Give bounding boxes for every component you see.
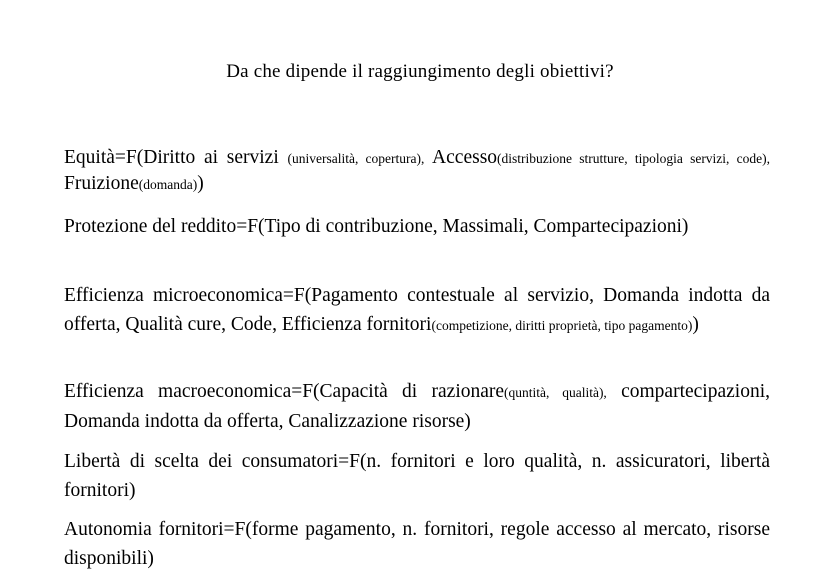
paragraph-autonomia-fornitori: Autonomia fornitori=F(forme pagamento, n. fornitori, regole accesso al mercato, risorse disponibili): [64, 519, 770, 569]
paragraph-equita-main: Equità=F(Diritto ai servizi: [64, 147, 279, 168]
paragraph-efficienza-macro-rest: compartecipazioni, Domanda indotta da offerta, Canalizzazione risorse): [64, 381, 770, 432]
paragraph-equita-fruizione: Fruizione: [64, 173, 139, 194]
paragraph-equita-note-1: (universalità, copertura),: [287, 151, 425, 166]
paragraph-efficienza-macro-note: (quntità, qualità),: [504, 385, 607, 400]
paragraph-efficienza-micro-main: Efficienza microeconomica=F(Pagamento contestuale al servizio, Domanda indotta da offerta, Qualità cure, Code, Efficienza fornitori: [64, 285, 770, 335]
paragraph-equita-access: Accesso: [424, 147, 498, 168]
paragraph-efficienza-micro: [64, 281, 770, 340]
paragraph-protezione-reddito: Protezione del reddito=F(Tipo di contribuzione, Massimali, Compartecipazioni): [64, 216, 689, 237]
paragraph-efficienza-micro-close: ): [692, 314, 699, 335]
paragraph-equita-note-3: (domanda): [138, 177, 198, 192]
paragraph-equita: [64, 145, 770, 197]
paragraph-efficienza-macro-main: Efficienza macroeconomica=F(Capacità di razionare: [64, 381, 505, 402]
paragraph-equita-close: ): [197, 173, 204, 194]
paragraph-efficienza-macro: [64, 377, 770, 436]
slide-title: Da che dipende il raggiungimento degli obiettivi?: [226, 61, 614, 82]
paragraph-efficienza-micro-note: (competizione, diritti proprietà, tipo pagamento): [431, 318, 693, 333]
paragraph-liberta-scelta: Libertà di scelta dei consumatori=F(n. fornitori e loro qualità, n. assicuratori, libertà fornitori): [64, 451, 770, 501]
paragraph-equita-note-2: (distribuzione strutture, tipologia servizi, code),: [497, 151, 771, 166]
